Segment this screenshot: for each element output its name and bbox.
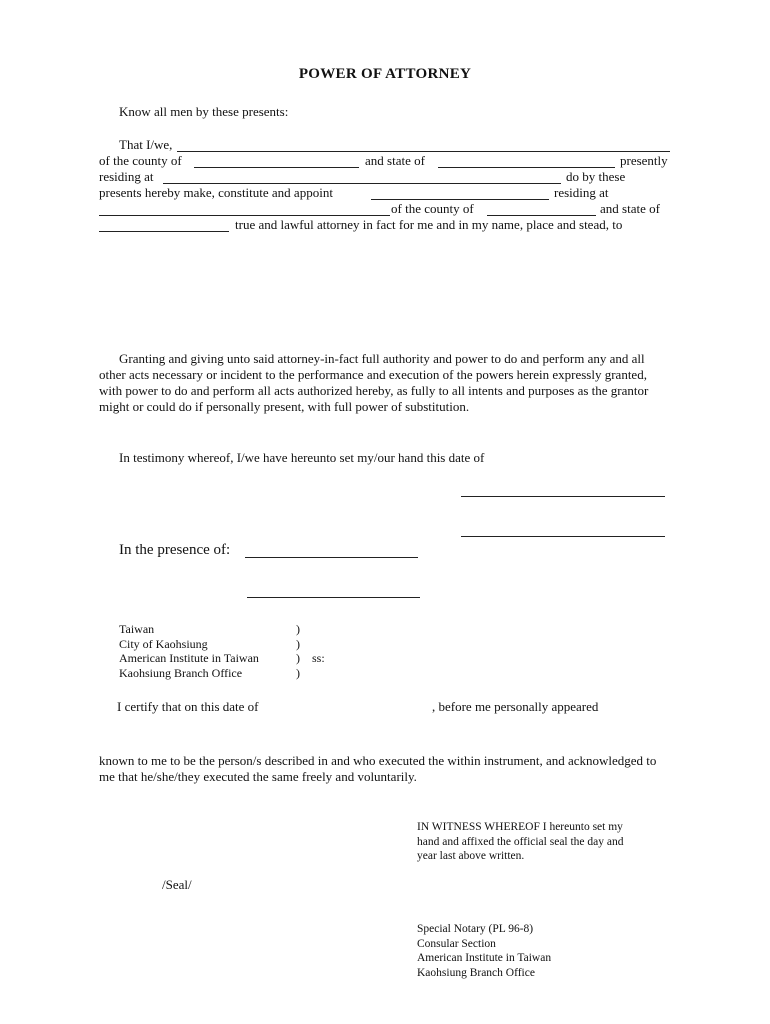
venue-line: American Institute in Taiwan [119,651,259,665]
grantor-county-blank[interactable] [194,167,359,168]
residing-at-label: residing at [99,169,154,184]
venue-line: Taiwan [119,622,155,636]
witness-line: year last above written. [417,850,525,862]
known-paragraph: known to me to be the person/s described in and who executed the within instrument, and acknowledged to me that he/she/they executed the same freely and voluntarily. [99,753,657,784]
signature-line-1[interactable] [461,496,665,497]
witness-line-2[interactable] [247,597,420,598]
venue-bracket: ) [296,651,300,665]
venue-line: Kaohsiung Branch Office [119,665,243,680]
venue-line: City of Kaohsiung [119,636,208,651]
of-county-label: of the county of [99,153,182,168]
grantor-name-blank[interactable] [177,151,670,152]
venue-bracket: ) [296,636,300,651]
granting-paragraph: Granting and giving unto said attorney-in-fact full authority and power to do and perform any and all other acts necessary or incident to the performance and execution of the powers herein expressly granted, with power to do and perform all acts authorized hereby, as fully to all intents and purposes as the grantor might or could do if personally present, with full power of substitution. [99,351,649,414]
do-by-these-label: do by these [566,169,626,184]
certify-text: I certify that on this date of [117,699,259,714]
witness-line-1[interactable] [245,557,418,558]
presently-label: presently [620,153,668,168]
venue-bracket: ) [296,665,300,680]
of-county-label-2: of the county of [391,201,474,216]
attorney-address-blank[interactable] [99,215,390,216]
attorney-state-blank[interactable] [99,231,229,232]
witness-line: IN WITNESS WHEREOF I hereunto set my [417,821,623,833]
presence-label: In the presence of: [119,542,231,558]
notary-line: American Institute in Taiwan [417,952,552,964]
intro-text: Know all men by these presents: [119,104,289,119]
witness-block [417,820,624,864]
witness-line: hand and affixed the official seal the day and [417,835,624,848]
notary-line: Special Notary (PL 96-8) [417,923,534,935]
document-title: POWER OF ATTORNEY [298,66,472,82]
attorney-county-blank[interactable] [487,215,596,216]
and-state-label: and state of [365,153,425,168]
true-lawful-attorney-text: true and lawful attorney in fact for me and in my name, place and stead, to [235,217,623,232]
venue-bracket: ) [296,622,300,636]
venue-brackets [296,622,300,680]
grantor-address-blank[interactable] [163,183,561,184]
venue-lines [119,622,259,680]
that-iwe-label: That I/we, [119,137,173,152]
grantor-state-blank[interactable] [438,167,615,168]
notary-line: Consular Section [417,937,496,950]
residing-at-label-2: residing at [554,185,609,200]
venue-ss: ss: [312,651,325,665]
notary-line: Kaohsiung Branch Office [417,966,535,979]
before-me-text: , before me personally appeared [432,699,599,714]
and-state-label-2: and state of [600,201,660,216]
notary-block [417,922,551,980]
seal-label: /Seal/ [162,877,192,892]
presents-appoint-label: presents hereby make, constitute and appoint [99,185,333,200]
testimony-text: In testimony whereof, I/we have hereunto set my/our hand this date of [119,450,485,465]
attorney-name-blank[interactable] [371,199,549,200]
signature-line-2[interactable] [461,536,665,537]
